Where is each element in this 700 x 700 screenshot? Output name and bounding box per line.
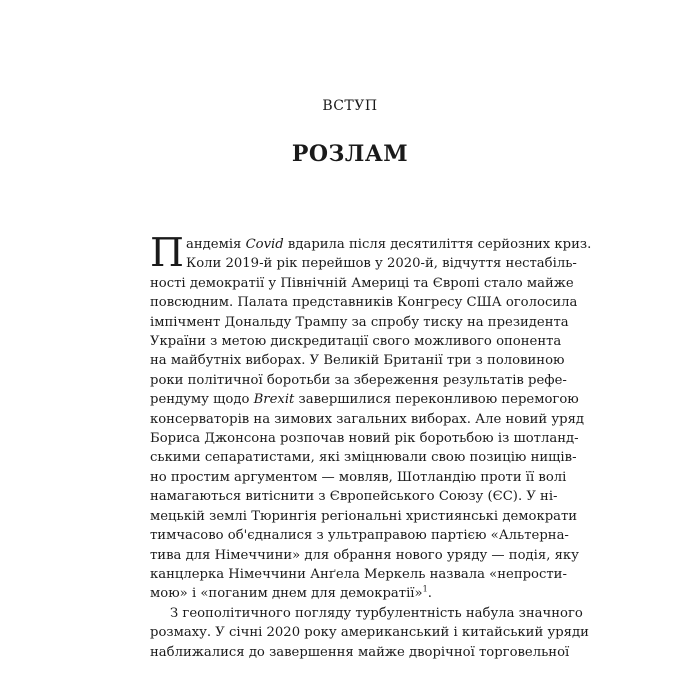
text-line: на майбутніх виборах. У Великій Британії три з половиною xyxy=(150,353,565,369)
section-label: ВСТУП xyxy=(322,98,378,114)
text-line: тимчасово об'єдналися з ультраправою партією «Альтерна- xyxy=(150,528,569,544)
text-line: Бориса Джонсона розпочав новий рік боротьбою із шотланд- xyxy=(150,431,579,447)
text-line: намагаються витіснити з Європейського Союзу (ЄС). У ні- xyxy=(150,489,558,505)
text-line: андемія Covid вдарила після десятиліття серйозних криз. xyxy=(186,237,592,252)
text-line: мецькій землі Тюрингія регіональні християнські демократи xyxy=(150,508,578,524)
text-line: ності демократії у Північній Америці та Європі стало майже xyxy=(150,275,574,291)
text-line: України з метою дискредитації свого можливого опонента xyxy=(150,334,562,350)
text-line: З геополітичного погляду турбулентність набула значного xyxy=(170,605,583,621)
text-line: тива для Німеччини» для обрання нового уряду — подія, яку xyxy=(150,547,579,563)
text-line: повсюдним. Палата представників Конгресу США оголосила xyxy=(150,295,578,311)
body-text xyxy=(150,231,592,662)
text-line: консерваторів на зимових загальних виборах. Але новий уряд xyxy=(150,411,585,427)
drop-cap: П xyxy=(150,231,185,276)
text-line: наближалися до завершення майже дворічної торговельної xyxy=(150,644,570,660)
text-line: канцлерка Німеччини Анґела Меркель назвала «непрости- xyxy=(150,566,567,582)
text-line: розмаху. У січні 2020 року американський і китайський уряди xyxy=(150,625,589,641)
text-line: імпічмент Дональду Трампу за спробу тиску на президента xyxy=(150,314,569,330)
text-line: мою» і «поганим днем для демократії»$^1$. xyxy=(150,584,432,602)
text-line: Коли 2019-й рік перейшов у 2020-й, відчуття нестабіль- xyxy=(186,256,577,272)
footnote-marker[interactable]: 1 xyxy=(422,584,428,594)
chapter-title: РОЗЛАМ xyxy=(291,141,409,167)
text-line: роки політичної боротьби за збереження результатів рефе- xyxy=(150,372,567,388)
text-line: но простим аргументом — мовляв, Шотландію проти її волі xyxy=(150,469,567,485)
text-line: рендуму щодо Brexit завершилися переконливою перемогою xyxy=(150,392,579,408)
text-line: ськими сепаратистами, які зміцнювали свою позицію нищів- xyxy=(150,450,577,466)
